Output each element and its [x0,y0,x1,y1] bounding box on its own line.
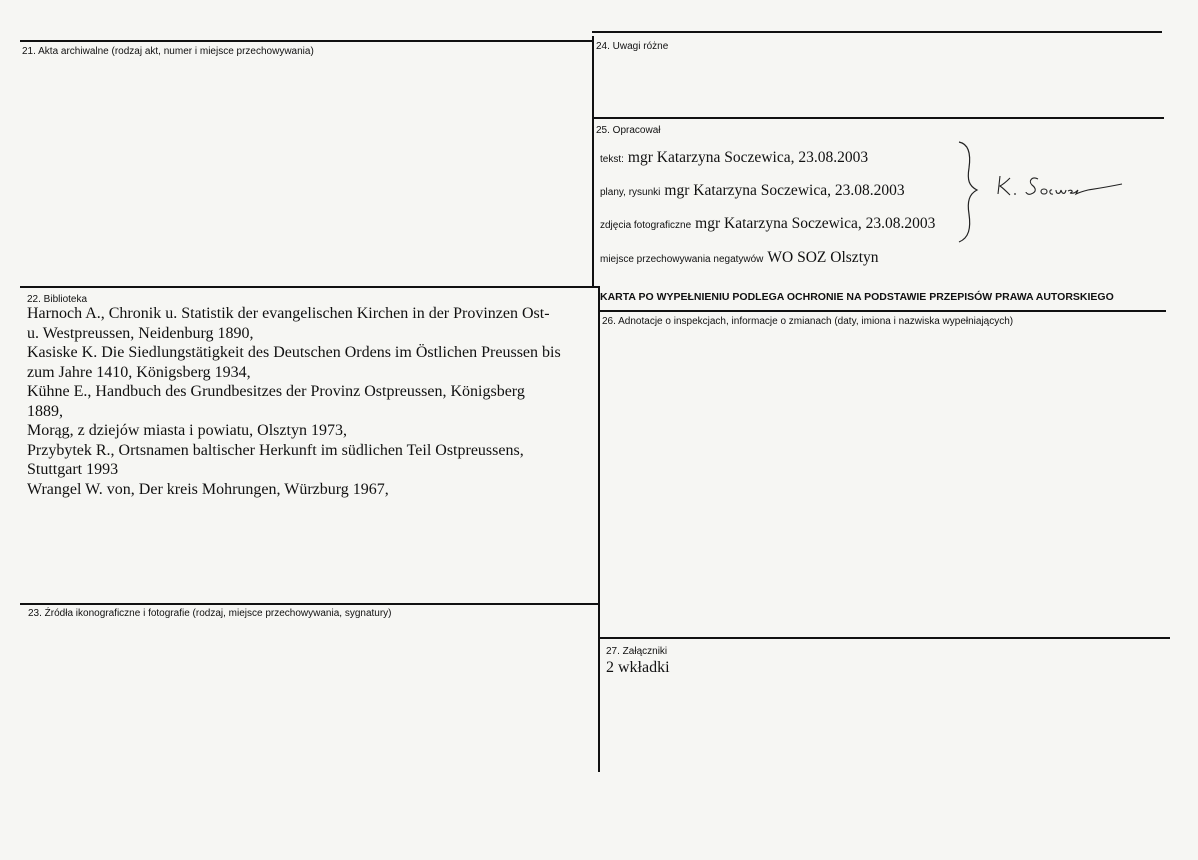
section-21-label: 21. Akta archiwalne (rodzaj akt, numer i miejsce przechowywania) [22,46,314,57]
section-25-label: 25. Opracował [596,125,661,136]
row-zdjecia [600,215,935,233]
bibliography-line: 1889, [27,402,63,420]
bibliography-line: Wrangel W. von, Der kreis Mohrungen, Würzburg 1967, [27,480,389,498]
bibliography-list [27,304,593,499]
copyright-banner: KARTA PO WYPEŁNIENIU PODLEGA OCHRONIE NA PODSTAWIE PRZEPISÓW PRAWA AUTORSKIEGO [600,291,1114,303]
plany-label: plany, rysunki [600,187,661,198]
section-27-label: 27. Załączniki [606,646,668,657]
bibliography-line: Harnoch A., Chronik u. Statistik der evangelischen Kirchen in der Provinzen Ost- [27,305,550,322]
section-23-label: 23. Źródła ikonograficzne i fotografie (rodzaj, miejsce przechowywania, sygnatury) [28,608,392,619]
plany-value: mgr Katarzyna Soczewica, 23.08.2003 [664,182,905,199]
bibliography-line: Stuttgart 1993 [27,461,119,478]
rule-banner-26 [600,310,1166,312]
row-tekst [600,149,868,167]
bibliography-line: zum Jahre 1410, Königsberg 1934, [27,363,251,381]
rule-21-22 [20,286,598,288]
rule-26-27 [600,637,1170,639]
bibliography-line: Kasiske K. Die Siedlungstätigkeit des Deutschen Ordens im Östlichen Preussen bis [27,344,561,361]
row-plany [600,182,905,200]
bibliography-line: u. Westpreussen, Neidenburg 1890, [27,324,254,342]
section-24-label: 24. Uwagi różne [596,41,669,52]
top-rule-left [20,40,592,42]
section-26-label: 26. Adnotacje o inspekcjach, informacje o zmianach (daty, imiona i nazwiska wypełniających) [602,316,1014,327]
row-miejsce [600,249,879,267]
bibliography-line: Kühne E., Handbuch des Grundbesitzes der Provinz Ostpreussen, Königsberg [27,383,525,400]
zdjecia-value: mgr Katarzyna Soczewica, 23.08.2003 [695,215,936,232]
tekst-value: mgr Katarzyna Soczewica, 23.08.2003 [627,149,869,166]
zdjecia-label: zdjęcia fotograficzne [600,220,692,231]
handwritten-brace [955,140,985,245]
rule-24-25 [594,117,1164,119]
vertical-divider-lower [598,286,600,772]
rule-22-23 [20,603,598,605]
bibliography-line: Morąg, z dziejów miasta i powiatu, Olsztyn 1973, [27,422,347,439]
miejsce-label: miejsce przechowywania negatywów [600,254,764,265]
miejsce-value: WO SOZ Olsztyn [767,249,879,266]
vertical-divider [592,36,594,286]
handwritten-signature [990,170,1130,200]
attachments-value: 2 wkładki [606,659,670,676]
tekst-label: tekst: [600,154,624,165]
bibliography-line: Przybytek R., Ortsnamen baltischer Herkunft im südlichen Teil Ostpreussens, [27,441,524,459]
top-rule-right [592,31,1162,33]
section-22-label: 22. Biblioteka [27,294,88,305]
